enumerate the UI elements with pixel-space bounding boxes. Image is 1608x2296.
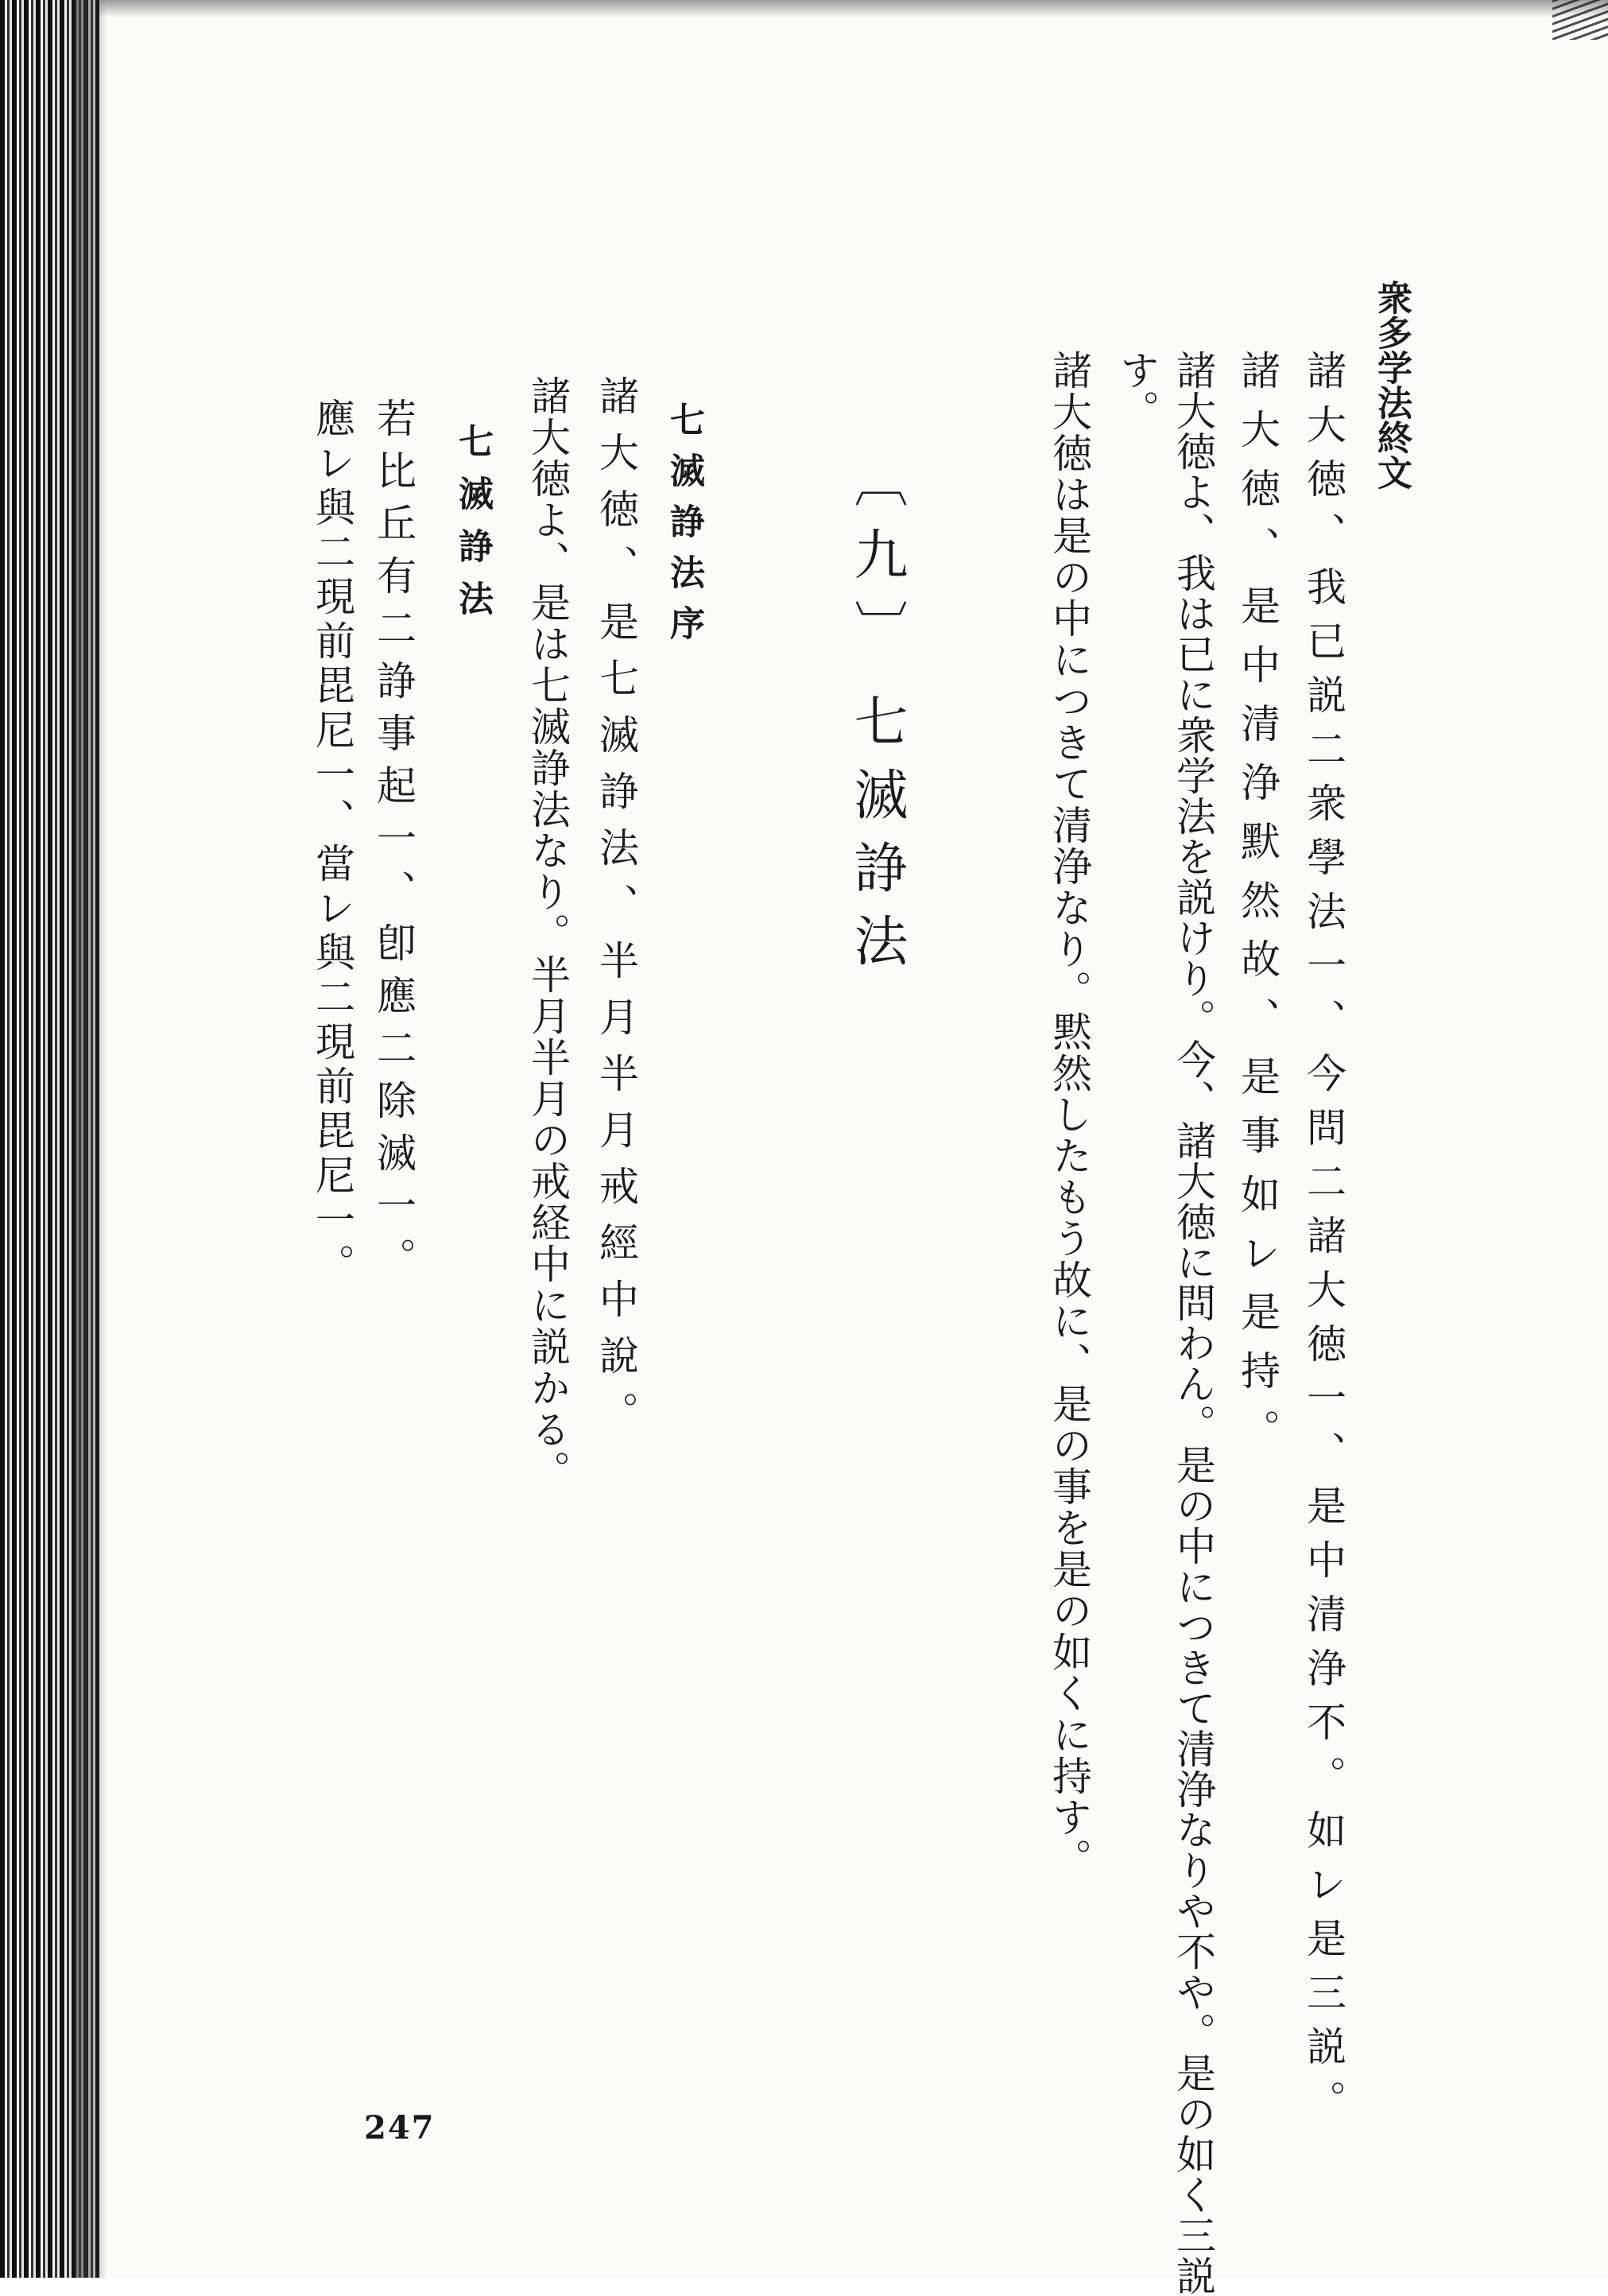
preface-line: 諸大徳、是七滅諍法、半月半月戒經中說。 [593, 375, 639, 1448]
rule-line: 應レ與二現前毘尼一、當レ與二現前毘尼一。 [309, 398, 355, 1288]
section-heading: 衆多学法終文 [1371, 280, 1412, 490]
binding-shadow [76, 0, 107, 2278]
preface-line: 諸大徳よ、是は七滅諍法なり。半月半月の戒経中に説かる。 [525, 375, 571, 1491]
preface-heading: 七滅諍法序 [664, 401, 704, 656]
top-edge-shadow [99, 0, 1608, 17]
text-line: す。 [1114, 350, 1160, 429]
rule-line: 若比丘有二諍事起一、卽應二除滅一。 [370, 398, 417, 1290]
text-line: 諸大徳、我已説二衆學法一、今問二諸大徳一、是中清浄不。如レ是三説。 [1300, 350, 1346, 2134]
chapter-number: 〔九〕 [845, 453, 908, 673]
page-number: 247 [364, 2109, 436, 2147]
text-line: 諸大徳は是の中につきて清浄なり。黙然したもう故に、是の事を是の如くに持す。 [1046, 350, 1092, 1879]
chapter-title-text: 七滅諍法 [845, 693, 908, 986]
text-line: 諸大徳よ、我は已に衆学法を説けり。今、諸大徳に問わん。是の中につきて清浄なりや不や。是の如く三説 [1170, 350, 1216, 2296]
corner-page-edges [1552, 0, 1608, 40]
rules-heading: 七滅諍法 [452, 423, 493, 633]
chapter-title [838, 453, 915, 986]
text-line: 諸大徳、是中清浄默然故、是事如レ是持。 [1234, 350, 1281, 1468]
